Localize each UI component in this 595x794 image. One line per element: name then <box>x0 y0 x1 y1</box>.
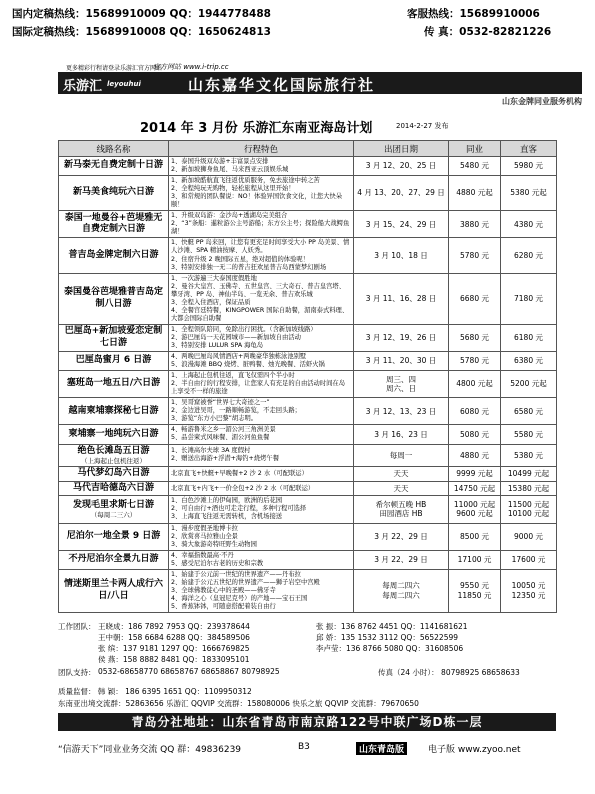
page-number: B3 <box>298 742 310 752</box>
route-name <box>59 273 169 324</box>
departure-dates: 希尔顿五晚 HB 田园酒店 HB <box>354 496 449 523</box>
route-subtitle: （每周二三六） <box>90 511 137 520</box>
route-name-text: 绝色长滩岛五日游 <box>77 445 150 456</box>
table-row <box>59 481 557 496</box>
table-row <box>59 496 557 523</box>
route-features: 1、快艇 PP 岛来回，让您有更充足时间享受大小 PP 岛美景、情人沙滩、SPA 精油按摩、人妖秀。 2、住宿升级 2 晚国际五星，绝对超值的体验呢！ 3、特别安排独一无二的普吉狂欢星普吉岛西蒙梦幻剧场 <box>169 238 354 273</box>
direct-price: 6180 元 <box>501 324 557 351</box>
route-subtitle: （上海起止包机往返） <box>81 457 146 466</box>
direct-price: 5380 元 <box>501 444 557 467</box>
route-features: 4、两晚巴厘岛风情酒店+两晚豪华独栋泳池别墅 5、浪漫海滩 BBQ 烧烤、脏鸭餐、烛光晚餐、活虾火锅 <box>169 352 354 371</box>
route-name <box>59 569 169 612</box>
route-name <box>59 211 169 238</box>
route-features: 1、吴哥窟被誉“世界七大奇迹之一” 2、金边进吴哥，一路顺畅游览，不走回头路； 3、游览“东方小巴黎”胡志明。 <box>169 398 354 425</box>
table-row <box>59 211 557 238</box>
route-name <box>59 481 169 496</box>
peer-price: 3880 元 <box>449 211 501 238</box>
route-name <box>59 371 169 398</box>
banner-slogan: 山东金牌同业服务机构 <box>502 97 582 106</box>
departure-dates: 3 月 22、29 日 <box>354 550 449 569</box>
table-row <box>59 157 557 176</box>
route-features: 1、升级双岛游：金沙岛+透湖岛完美组合 2、“3”条船：暹粒游公主号游船；东方公主号；探险船大战鳄鱼湖！ <box>169 211 354 238</box>
domestic-hotline: 国内定稿热线：15689910009 QQ：1944778488 <box>12 8 271 20</box>
contact-item: 张 振：136 8762 4451 QQ：1141681621 <box>316 622 468 631</box>
publish-date: 2014-2-27 发布 <box>396 122 449 130</box>
col-dates: 出团日期 <box>354 141 449 157</box>
peer-price: 9550 元 11850 元 <box>449 569 501 612</box>
tour-plan-table <box>58 140 557 613</box>
departure-dates: 天天 <box>354 467 449 482</box>
route-name <box>59 444 169 467</box>
direct-price: 5980 元 <box>501 157 557 176</box>
table-row <box>59 371 557 398</box>
route-name <box>59 523 169 550</box>
intl-hotline: 国际定稿热线：15689910008 QQ：1650624813 <box>12 26 271 38</box>
table-row <box>59 550 557 569</box>
route-name <box>59 157 169 176</box>
contact-item: 侯 燕：158 8882 8481 QQ：1833095101 <box>98 655 250 664</box>
peer-price: 4800 元起 <box>449 371 501 398</box>
peer-price: 14750 元起 <box>449 481 501 496</box>
route-name-text: 塞班岛一地五日/六日游 <box>66 378 161 389</box>
direct-price: 5580 元 <box>501 425 557 444</box>
route-name <box>59 467 169 482</box>
route-name-text: 马代吉哈德岛六日游 <box>72 482 154 493</box>
table-row <box>59 425 557 444</box>
table-row <box>59 238 557 273</box>
branch-address: 青岛分社地址：山东省青岛市南京路122号中联广场D栋一层 <box>58 713 556 731</box>
logo-en: leyouhui <box>107 80 141 88</box>
route-name-text: 情迷斯里兰卡两人成行六日/八日 <box>63 579 163 601</box>
route-name <box>59 496 169 523</box>
departure-dates: 周三、四 周六、日 <box>354 371 449 398</box>
departure-dates: 4 月 13、20、27、29 日 <box>354 176 449 211</box>
direct-price: 11500 元起 10100 元起 <box>501 496 557 523</box>
route-name-text: 柬埔寨一地纯玩六日游 <box>68 428 159 439</box>
route-features: 1、白色沙滩上的伊甸园，欧洲的后花园 2、可自由行+酒也可走走行程，多种行程可选择 3、上海直飞往返无需转机，含机场接送 <box>169 496 354 523</box>
table-row <box>59 398 557 425</box>
qq-groups: 东南亚出境交流群：52863656 乐游汇 QQVIP 交流群：158080006 快乐之旅 QQVIP 交流群：79670650 <box>58 699 419 708</box>
route-features: 4、畅游鲁米之乡一湄公河三角洲美景 5、品尝柬式风味餐、湄公河鱼鱼餐 <box>169 425 354 444</box>
departure-dates: 3 月 10、18 日 <box>354 238 449 273</box>
route-name-text: 新马泰无自费定制十日游 <box>63 160 163 171</box>
route-features: 1、新加坡酷航直飞往返优质服务，免去旅途中转之苦 2、全程纯玩无购物，轻松旅程从这里开始！ 3、和常规的团队餐说：NO！体验异国饮食文化，让您大快朵颐！ <box>169 176 354 211</box>
peer-price: 4880 元起 <box>449 176 501 211</box>
peer-price: 17100 元 <box>449 550 501 569</box>
quality-supervision: 质量监督： 韩 颖： 186 6395 1651 QQ：1109950312 <box>58 687 252 696</box>
direct-price: 9000 元 <box>501 523 557 550</box>
route-name <box>59 425 169 444</box>
col-features: 行程特色 <box>169 141 354 157</box>
direct-price: 4380 元 <box>501 211 557 238</box>
route-features: 1、全程领队陪同，免除出行困扰。（含新加坡线路） 2、游巴厘岛一天花园城市——新加坡自由活动 3、特别安排 LULUR SPA 海龟岛 <box>169 324 354 351</box>
support-title: 团队支持： <box>58 668 96 677</box>
banner-bar <box>58 72 582 94</box>
bottom-qq-group: “信游天下”同业业务交流 QQ 群：49836239 <box>58 745 242 755</box>
route-name-text: 越南柬埔寨探秘七日游 <box>68 405 159 416</box>
departure-dates: 3 月 11、16、28 日 <box>354 273 449 324</box>
peer-price: 5780 元 <box>449 238 501 273</box>
route-name <box>59 398 169 425</box>
route-name <box>59 324 169 351</box>
departure-dates: 3 月 15、24、29 日 <box>354 211 449 238</box>
table-row <box>59 467 557 482</box>
route-features: 1、漫步度假圣地博卡拉 2、欣赏喜马拉雅山全景 3、骑大象游奇特旺野生动物园 <box>169 523 354 550</box>
peer-price: 9999 元起 <box>449 467 501 482</box>
departure-dates: 3 月 12、19、26 日 <box>354 324 449 351</box>
route-features: 1、上海起止包机往返，直飞仅需四个半小时 2、半自由行的行程安排，让您家人有充足的自由活动时间在岛上享受不一样的旅途 <box>169 371 354 398</box>
table-row <box>59 352 557 371</box>
peer-price: 5480 元 <box>449 157 501 176</box>
page-title: 2014 年 3 月份 乐游汇东南亚海岛计划 <box>140 121 373 136</box>
direct-price: 5380 元起 <box>501 176 557 211</box>
direct-price: 5200 元起 <box>501 371 557 398</box>
group-title: 工作团队： <box>58 622 96 631</box>
peer-price: 11000 元起 9600 元起 <box>449 496 501 523</box>
direct-price: 15380 元起 <box>501 481 557 496</box>
direct-price: 7180 元 <box>501 273 557 324</box>
contact-item: 王中朝：158 6684 6288 QQ：384589506 <box>98 633 250 642</box>
agency-banner <box>58 60 582 104</box>
table-row <box>59 444 557 467</box>
banner-website[interactable]: 官方网站 www.i-trip.cc <box>153 63 229 71</box>
route-name-text: 巴厘岛蜜月 6 日游 <box>75 355 152 366</box>
departure-dates: 3 月 12、20、25 日 <box>354 157 449 176</box>
direct-price: 10499 元起 <box>501 467 557 482</box>
logo-cn: 乐游汇 <box>63 79 103 94</box>
route-name-text: 泰国曼谷芭堤雅普吉岛定制八日游 <box>63 287 163 309</box>
table-row <box>59 569 557 612</box>
edition-badge: 山东青岛版 <box>356 742 407 755</box>
service-hotline: 客服热线：15689910006 <box>407 8 540 20</box>
route-name-text: 普吉岛金牌定制六日游 <box>68 249 159 260</box>
peer-price: 8500 元 <box>449 523 501 550</box>
fax-number: 传 真：0532-82821226 <box>424 26 552 38</box>
contact-item: 李卢莹：136 8766 5080 QQ：31608506 <box>316 644 464 653</box>
fax-24h: 传真（24 小时）： 80798925 68658633 <box>378 668 520 677</box>
col-direct-price: 直客 <box>501 141 557 157</box>
direct-price: 6380 元 <box>501 352 557 371</box>
peer-price: 5680 元 <box>449 324 501 351</box>
peer-price: 5780 元 <box>449 352 501 371</box>
peer-price: 5080 元 <box>449 425 501 444</box>
departure-dates: 3 月 11、20、30 日 <box>354 352 449 371</box>
route-features: 4、幸福指数最高·不丹 5、感受尼泊尔古老的历史和宗教 <box>169 550 354 569</box>
route-name-text: 新马美食纯玩六日游 <box>72 187 154 198</box>
route-features: 1、长滩高尔夫球 3A 度假村 2、赠送出海游+浮潜+海钓+烧烤午餐 <box>169 444 354 467</box>
route-name <box>59 352 169 371</box>
table-row <box>59 523 557 550</box>
departure-dates: 每周二四六 每周二四六 <box>354 569 449 612</box>
route-name-text: 尼泊尔一地全景 9 日游 <box>66 530 161 541</box>
website-link[interactable]: 电子版 www.zyoo.net <box>428 745 521 755</box>
route-features: 1、泰国升级双岛游+丰富景点安排 2、新加坡狮身鱼尾、马来西亚云顶娱乐城 <box>169 157 354 176</box>
peer-price: 4880 元 <box>449 444 501 467</box>
route-name-text: 发现毛里求斯七日游 <box>72 499 154 510</box>
route-name <box>59 550 169 569</box>
departure-dates: 天天 <box>354 481 449 496</box>
peer-price: 6080 元 <box>449 398 501 425</box>
departure-dates: 3 月 22、29 日 <box>354 523 449 550</box>
col-route: 线路名称 <box>59 141 169 157</box>
direct-price: 6280 元 <box>501 238 557 273</box>
route-name-text: 马代梦幻岛六日游 <box>77 468 150 479</box>
departure-dates: 每周一 <box>354 444 449 467</box>
agency-name: 山东嘉华文化国际旅行社 <box>188 76 376 94</box>
peer-price: 6680 元 <box>449 273 501 324</box>
contact-item: 张 缤：137 9181 1297 QQ：1666769825 <box>98 644 250 653</box>
route-name-text: 泰国一地曼谷+芭堤雅无自费定制六日游 <box>64 212 163 235</box>
route-features: 1、始建于公元前一世纪的世界遗产——丹布拉 2、始建于公元五世纪的世界遗产——狮子岩空中宫殿 3、全球佛教徒心中的圣殿——佛牙寺 4、海洋之心（皇冠尼克号）的产地——宝石王国 5、香蕉钵钵，可随意搭配着装自由行 <box>169 569 354 612</box>
table-row <box>59 273 557 324</box>
direct-price: 17600 元 <box>501 550 557 569</box>
banner-tagline: 更多精彩行程请登录乐游汇官方网站 <box>66 65 163 72</box>
contact-item: 邱 娇：135 1532 3112 QQ：56522599 <box>316 633 459 642</box>
route-features: 北京直飞+内飞+一价全包+2 沙 2 水（可配联运） <box>169 481 354 496</box>
direct-price: 10050 元 12350 元 <box>501 569 557 612</box>
support-phones: 0532-68658770 68658767 68658867 80798925 <box>98 667 280 676</box>
contact-item: 王晓成：186 7892 7953 QQ：239378644 <box>98 622 250 631</box>
route-name <box>59 176 169 211</box>
route-name-text: 巴厘岛+新加坡爱恋定制七日游 <box>64 326 163 348</box>
route-name-text: 不丹尼泊尔全景九日游 <box>68 553 159 564</box>
leyouhui-logo <box>61 74 156 92</box>
table-row <box>59 176 557 211</box>
route-features: 1、一次游遍三大泰国度假胜地 2、曼谷大皇宫、玉佛寺、五世皇宫、三大奇石、普吉皇宫塔、攀牙湾、PP 岛、神仙半岛、一览无余、普吉欢乐城 3、全程入住酒店，保证品质 4、全餐宫廷特餐，KINGPOWER 国际自助餐，湄南泰式料理、大都会国际自助餐 <box>169 273 354 324</box>
table-row <box>59 324 557 351</box>
departure-dates: 3 月 16、23 日 <box>354 425 449 444</box>
col-peer-price: 同业 <box>449 141 501 157</box>
route-name <box>59 238 169 273</box>
departure-dates: 3 月 12、13、23 日 <box>354 398 449 425</box>
route-features: 北京直飞+快艇+早晚餐+2 沙 2 水（可配联运） <box>169 467 354 482</box>
direct-price: 6580 元 <box>501 398 557 425</box>
table-header-row <box>59 141 557 157</box>
